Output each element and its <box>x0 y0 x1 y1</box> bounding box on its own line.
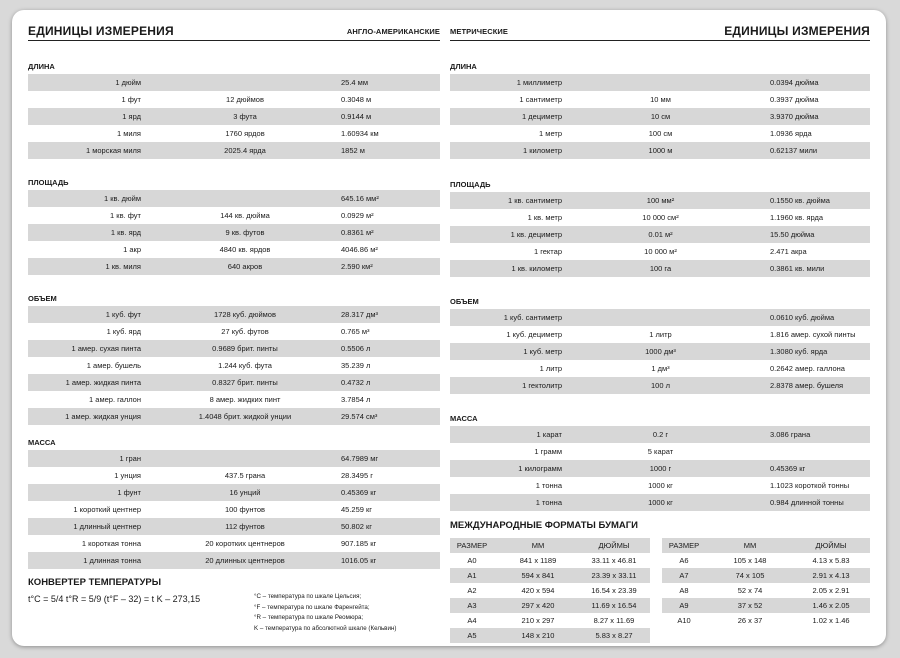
reference-sheet <box>12 10 886 646</box>
unit-conversion: 0.3048 м <box>341 95 372 104</box>
table-row <box>28 357 440 374</box>
paper-formats-title: МЕЖДУНАРОДНЫЕ ФОРМАТЫ БУМАГИ <box>450 520 638 531</box>
table-row <box>450 494 870 511</box>
table-row <box>28 91 440 108</box>
table-row <box>450 209 870 226</box>
paper-formats-table-a6-a10 <box>662 538 870 628</box>
unit-name: 1 короткая тонна <box>81 539 141 548</box>
paper-column-header: ДЮЙМЫ <box>815 541 847 550</box>
unit-conversion: 2.8378 амер. бушеля <box>770 381 844 390</box>
unit-conversion: 0.765 м³ <box>341 327 370 336</box>
unit-name: 1 гектар <box>533 247 562 256</box>
right-section-title: ПЛОЩАДЬ <box>450 180 491 189</box>
paper-mm: 52 x 74 <box>737 586 763 595</box>
unit-name: 1 дюйм <box>115 78 141 87</box>
unit-conversion: 3.7854 л <box>341 395 371 404</box>
left-units-table <box>28 450 440 569</box>
unit-name: 1 унция <box>114 471 141 480</box>
unit-equivalent: 10 см <box>650 112 671 121</box>
unit-conversion: 0.4732 л <box>341 378 371 387</box>
table-row <box>450 74 870 91</box>
unit-conversion: 28.3495 г <box>341 471 373 480</box>
table-row <box>450 477 870 494</box>
right-units-table <box>450 426 870 511</box>
unit-name: 1 кв. дециметр <box>510 230 562 239</box>
right-section-title: МАССА <box>450 414 478 423</box>
unit-equivalent: 2025.4 ярда <box>224 146 266 155</box>
table-row <box>450 426 870 443</box>
unit-name: 1 длинная тонна <box>83 556 141 565</box>
unit-conversion: 0.0610 куб. дюйма <box>770 313 835 322</box>
paper-mm: 841 x 1189 <box>519 556 557 565</box>
table-row <box>28 142 440 159</box>
table-row <box>28 323 440 340</box>
table-row <box>450 91 870 108</box>
paper-mm: 74 x 105 <box>735 571 765 580</box>
unit-conversion: 64.7989 мг <box>341 454 379 463</box>
table-row <box>28 190 440 207</box>
unit-conversion: 1.0936 ярда <box>770 129 812 138</box>
legend-fahrenheit: °F – температура по шкале Фаренгейта; <box>254 603 370 611</box>
unit-name: 1 куб. сантиметр <box>503 313 562 322</box>
table-row <box>28 125 440 142</box>
right-page-subtitle: МЕТРИЧЕСКИЕ <box>450 27 508 36</box>
unit-name: 1 куб. дециметр <box>506 330 562 339</box>
right-header <box>450 24 870 41</box>
unit-equivalent: 4840 кв. ярдов <box>219 245 271 254</box>
table-row <box>450 553 650 568</box>
unit-conversion: 1852 м <box>341 146 365 155</box>
paper-mm: 420 x 594 <box>521 586 555 595</box>
left-header <box>28 24 440 41</box>
unit-equivalent: 0.9689 брит. пинты <box>212 344 278 353</box>
unit-equivalent: 1000 кг <box>648 481 673 490</box>
unit-equivalent: 100 мм² <box>646 196 675 205</box>
table-row <box>662 568 870 583</box>
unit-conversion: 0.0929 м² <box>341 211 374 220</box>
unit-name: 1 амер. сухая пинта <box>71 344 141 353</box>
table-row <box>28 535 440 552</box>
table-row <box>28 207 440 224</box>
unit-conversion: 29.574 см³ <box>341 412 378 421</box>
unit-equivalent: 1 дм³ <box>651 364 670 373</box>
paper-size: A9 <box>679 601 689 610</box>
unit-name: 1 гектолитр <box>522 381 562 390</box>
paper-mm: 26 x 37 <box>737 616 763 625</box>
unit-conversion: 28.317 дм³ <box>341 310 379 319</box>
table-row <box>450 108 870 125</box>
unit-name: 1 кв. сантиметр <box>507 196 562 205</box>
left-units-table <box>28 190 440 275</box>
unit-equivalent: 1.4048 брит. жидкой унции <box>198 412 292 421</box>
unit-equivalent: 27 куб. футов <box>221 327 269 336</box>
unit-name: 1 амер. жидкая унция <box>65 412 141 421</box>
unit-name: 1 амер. галлон <box>89 395 141 404</box>
right-page-title: ЕДИНИЦЫ ИЗМЕРЕНИЯ <box>724 24 870 38</box>
unit-conversion: 35.239 л <box>341 361 371 370</box>
legend-reaumur: °R – температура по шкале Реомюра; <box>254 614 364 621</box>
paper-inches: 4.13 x 5.83 <box>812 556 850 565</box>
unit-conversion: 1.60934 км <box>341 129 379 138</box>
legend-kelvin: K – температура по абсолютной шкале (Кельвин) <box>254 624 397 632</box>
table-row <box>450 243 870 260</box>
left-units-table <box>28 74 440 159</box>
paper-inches: 8.27 x 11.69 <box>593 616 635 625</box>
table-row <box>662 613 870 628</box>
table-row <box>450 377 870 394</box>
table-row <box>662 598 870 613</box>
unit-conversion: 0.0394 дюйма <box>770 78 819 87</box>
paper-mm: 105 x 148 <box>733 556 767 565</box>
unit-name: 1 короткий центнер <box>73 505 141 514</box>
unit-name: 1 гран <box>119 454 141 463</box>
unit-name: 1 длинный центнер <box>73 522 141 531</box>
unit-name: 1 километр <box>522 146 562 155</box>
paper-size: A6 <box>679 556 689 565</box>
table-row <box>450 260 870 277</box>
unit-conversion: 25.4 мм <box>341 78 368 87</box>
unit-equivalent: 5 карат <box>647 447 674 456</box>
unit-name: 1 куб. ярд <box>106 327 141 336</box>
unit-equivalent: 1000 м <box>648 146 673 155</box>
unit-name: 1 миля <box>116 129 141 138</box>
unit-equivalent: 437.5 грана <box>224 471 266 480</box>
paper-inches: 11.69 x 16.54 <box>591 601 637 610</box>
right-section-title: ОБЪЕМ <box>450 297 479 306</box>
unit-equivalent: 1000 кг <box>648 498 673 507</box>
unit-equivalent: 16 унций <box>229 488 261 497</box>
paper-mm: 37 x 52 <box>737 601 763 610</box>
paper-column-header: РАЗМЕР <box>668 541 700 550</box>
unit-equivalent: 0.01 м² <box>648 230 673 239</box>
table-row <box>450 460 870 477</box>
unit-name: 1 морская миля <box>85 146 141 155</box>
unit-equivalent: 0.8327 брит. пинты <box>212 378 278 387</box>
table-row <box>450 343 870 360</box>
unit-name: 1 кв. дюйм <box>103 194 141 203</box>
table-row <box>450 226 870 243</box>
table-row <box>450 583 650 598</box>
unit-name: 1 фунт <box>117 488 141 497</box>
table-row <box>450 598 650 613</box>
temperature-formula: t°C = 5/4 t°R = 5/9 (t°F – 32) = t K – 273,15 <box>28 594 201 604</box>
unit-equivalent: 10 000 см² <box>642 213 679 222</box>
unit-conversion: 645.16 мм² <box>341 194 379 203</box>
unit-conversion: 0.62137 мили <box>770 146 818 155</box>
table-row <box>662 553 870 568</box>
unit-equivalent: 100 см <box>648 129 673 138</box>
table-row <box>28 306 440 323</box>
paper-size: A5 <box>467 631 477 640</box>
unit-conversion: 50.802 кг <box>341 522 373 531</box>
unit-name: 1 фут <box>121 95 141 104</box>
unit-conversion: 0.5506 л <box>341 344 371 353</box>
paper-inches: 1.02 x 1.46 <box>812 616 850 625</box>
unit-name: 1 сантиметр <box>519 95 562 104</box>
unit-name: 1 тонна <box>535 481 562 490</box>
left-page-title: ЕДИНИЦЫ ИЗМЕРЕНИЯ <box>28 24 174 38</box>
unit-conversion: 3.086 грана <box>770 430 811 439</box>
paper-mm: 148 x 210 <box>521 631 555 640</box>
unit-conversion: 2.471 акра <box>770 247 807 256</box>
table-row <box>28 467 440 484</box>
unit-name: 1 миллиметр <box>516 78 562 87</box>
paper-size: A4 <box>467 616 477 625</box>
right-section-title: ДЛИНА <box>450 62 477 71</box>
paper-inches: 23.39 x 33.11 <box>591 571 637 580</box>
unit-conversion: 0.9144 м <box>341 112 372 121</box>
table-row <box>450 613 650 628</box>
paper-inches: 1.46 x 2.05 <box>812 601 850 610</box>
unit-conversion: 1.1023 короткой тонны <box>770 481 850 490</box>
unit-name: 1 дециметр <box>522 112 562 121</box>
unit-name: 1 грамм <box>534 447 562 456</box>
unit-conversion: 1.1960 кв. ярда <box>770 213 824 222</box>
paper-size: A10 <box>677 616 691 625</box>
unit-name: 1 тонна <box>535 498 562 507</box>
unit-equivalent: 10 мм <box>650 95 671 104</box>
unit-conversion: 0.3861 кв. мили <box>770 264 825 273</box>
unit-name: 1 куб. метр <box>523 347 562 356</box>
paper-inches: 2.91 x 4.13 <box>812 571 850 580</box>
unit-conversion: 1016.05 кг <box>341 556 377 565</box>
unit-equivalent: 1000 г <box>649 464 672 473</box>
unit-name: 1 метр <box>539 129 562 138</box>
unit-name: 1 кв. миля <box>105 262 141 271</box>
unit-equivalent: 144 кв. дюйма <box>220 211 270 220</box>
paper-column-header: ДЮЙМЫ <box>598 541 630 550</box>
unit-equivalent: 100 фунтов <box>224 505 266 514</box>
table-row <box>450 360 870 377</box>
table-row <box>28 241 440 258</box>
unit-equivalent: 1000 дм³ <box>645 347 676 356</box>
unit-conversion: 0.2642 амер. галлона <box>770 364 845 373</box>
unit-name: 1 акр <box>123 245 141 254</box>
table-row <box>450 568 650 583</box>
unit-name: 1 кв. фут <box>110 211 141 220</box>
table-row <box>450 125 870 142</box>
table-row <box>28 518 440 535</box>
paper-inches: 16.54 x 23.39 <box>591 586 637 595</box>
table-row <box>450 309 870 326</box>
table-row <box>450 142 870 159</box>
unit-name: 1 карат <box>536 430 562 439</box>
unit-equivalent: 20 длинных центнеров <box>205 556 285 565</box>
unit-conversion: 0.8361 м² <box>341 228 374 237</box>
paper-inches: 33.11 x 46.81 <box>591 556 637 565</box>
unit-name: 1 килограмм <box>518 464 562 473</box>
unit-equivalent: 1.244 куб. фута <box>218 361 272 370</box>
paper-mm: 594 x 841 <box>521 571 555 580</box>
table-row <box>662 583 870 598</box>
paper-inches: 5.83 x 8.27 <box>595 631 633 640</box>
unit-conversion: 45.259 кг <box>341 505 373 514</box>
paper-column-header: ММ <box>743 541 757 550</box>
paper-mm: 297 x 420 <box>521 601 555 610</box>
unit-conversion: 0.45369 кг <box>341 488 377 497</box>
paper-mm: 210 x 297 <box>521 616 555 625</box>
unit-name: 1 ярд <box>122 112 141 121</box>
unit-name: 1 кв. километр <box>511 264 562 273</box>
table-row <box>450 443 870 460</box>
table-row <box>28 552 440 569</box>
right-units-table <box>450 309 870 394</box>
table-row <box>28 501 440 518</box>
unit-equivalent: 8 амер. жидких пинт <box>209 395 281 404</box>
unit-conversion: 15.50 дюйма <box>770 230 815 239</box>
table-row <box>28 258 440 275</box>
right-units-table <box>450 192 870 277</box>
unit-equivalent: 1728 куб. дюймов <box>214 310 276 319</box>
paper-size: A0 <box>467 556 477 565</box>
unit-conversion: 2.590 км² <box>341 262 373 271</box>
unit-equivalent: 10 000 м² <box>644 247 677 256</box>
table-row <box>28 450 440 467</box>
paper-header-row <box>450 538 650 553</box>
unit-conversion: 0.3937 дюйма <box>770 95 819 104</box>
unit-name: 1 кв. метр <box>527 213 562 222</box>
table-row <box>28 408 440 425</box>
unit-equivalent: 12 дюймов <box>226 95 264 104</box>
unit-conversion: 1.3080 куб. ярда <box>770 347 828 356</box>
paper-size: A8 <box>679 586 689 595</box>
paper-column-header: ММ <box>531 541 545 550</box>
unit-equivalent: 1760 ярдов <box>225 129 265 138</box>
unit-equivalent: 640 акров <box>227 262 263 271</box>
table-row <box>28 340 440 357</box>
temperature-legend <box>254 592 396 634</box>
unit-conversion: 1.816 амер. сухой пинты <box>770 330 856 339</box>
left-section-title: ОБЪЕМ <box>28 294 57 303</box>
unit-equivalent: 0.2 г <box>652 430 669 439</box>
right-units-table <box>450 74 870 159</box>
unit-conversion: 907.185 кг <box>341 539 377 548</box>
legend-celsius: °C – температура по шкале Цельсия; <box>254 593 362 600</box>
table-row <box>28 108 440 125</box>
temperature-converter-title: КОНВЕРТЕР ТЕМПЕРАТУРЫ <box>28 577 162 588</box>
paper-formats-table-a0-a5 <box>450 538 650 643</box>
left-units-table <box>28 306 440 425</box>
unit-equivalent: 3 фута <box>233 112 257 121</box>
paper-inches: 2.05 x 2.91 <box>812 586 850 595</box>
table-row <box>28 224 440 241</box>
left-page-subtitle: АНГЛО-АМЕРИКАНСКИЕ <box>346 27 440 36</box>
table-row <box>28 391 440 408</box>
table-row <box>28 484 440 501</box>
unit-conversion: 0.984 длинной тонны <box>770 498 844 507</box>
unit-equivalent: 100 л <box>651 381 670 390</box>
unit-conversion: 3.9370 дюйма <box>770 112 819 121</box>
left-section-title: ПЛОЩАДЬ <box>28 178 69 187</box>
unit-equivalent: 100 га <box>649 264 672 273</box>
unit-conversion: 4046.86 м² <box>341 245 378 254</box>
paper-size: A7 <box>679 571 689 580</box>
left-section-title: ДЛИНА <box>28 62 55 71</box>
unit-equivalent: 9 кв. футов <box>225 228 265 237</box>
left-section-title: МАССА <box>28 438 56 447</box>
paper-column-header: РАЗМЕР <box>456 541 488 550</box>
unit-name: 1 кв. ярд <box>110 228 141 237</box>
unit-conversion: 0.1550 кв. дюйма <box>770 196 830 205</box>
table-row <box>450 192 870 209</box>
paper-size: A3 <box>467 601 477 610</box>
unit-name: 1 литр <box>539 364 562 373</box>
table-row <box>450 326 870 343</box>
paper-size: A2 <box>467 586 477 595</box>
table-row <box>28 74 440 91</box>
table-row <box>450 628 650 643</box>
unit-equivalent: 112 фунтов <box>225 522 265 531</box>
unit-conversion: 0.45369 кг <box>770 464 806 473</box>
unit-equivalent: 20 коротких центнеров <box>205 539 285 548</box>
unit-name: 1 амер. бушель <box>86 361 141 370</box>
paper-header-row <box>662 538 870 553</box>
unit-name: 1 амер. жидкая пинта <box>65 378 141 387</box>
unit-name: 1 куб. фут <box>105 310 141 319</box>
unit-equivalent: 1 литр <box>649 330 672 339</box>
table-row <box>28 374 440 391</box>
paper-size: A1 <box>467 571 477 580</box>
